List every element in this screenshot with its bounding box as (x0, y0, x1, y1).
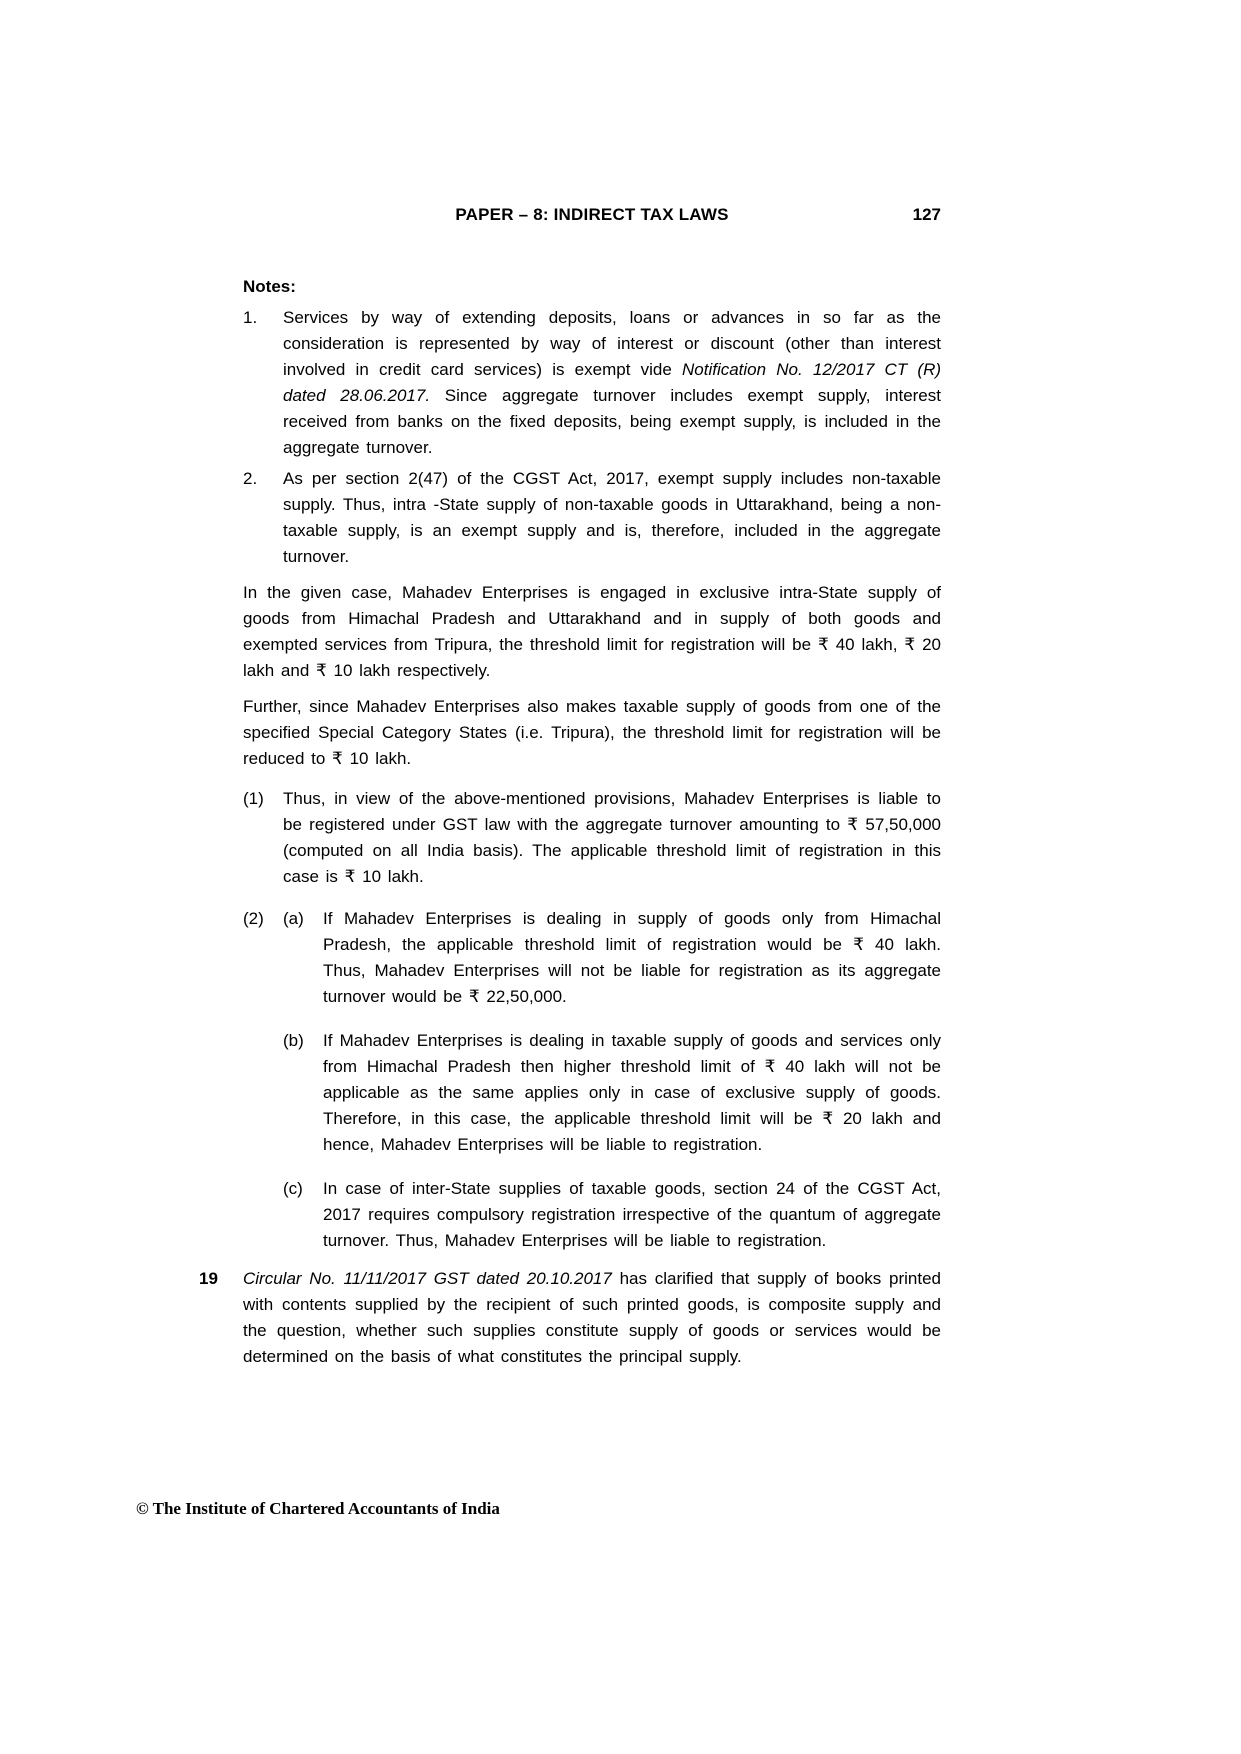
list-item-1-marker: (1) (243, 789, 264, 808)
list-item-2b-marker: (b) (283, 1031, 304, 1050)
list-item-1 (243, 786, 941, 890)
list-item-2a-text: If Mahadev Enterprises is dealing in supply of goods only from Himachal Pradesh, the applicable threshold limit of registration would be ₹ 40 lakh. Thus, Mahadev Enterprises will not be liable for registration as its aggregate turnover would be ₹ 22,50,000. (323, 909, 941, 1006)
answer-item-19 (199, 1266, 941, 1370)
note-item-2-text: As per section 2(47) of the CGST Act, 2017, exempt supply includes non-taxable supply. Thus, intra -State supply of non-taxable goods in Uttarakhand, being a non-taxable supply, is an exempt supply and is, therefore, included in the aggregate turnover. (283, 469, 941, 566)
list-item-2a-marker: (a) (283, 909, 304, 928)
list-item-2a (243, 906, 941, 1010)
page-content (199, 274, 942, 1370)
page-footer-copyright: © The Institute of Chartered Accountants of India (136, 1499, 500, 1518)
answer-item-19-text: Circular No. 11/11/2017 GST dated 20.10.2017 has clarified that supply of books printed with contents supplied by the recipient of such printed goods, is composite supply and the question, whether such supplies constitute supply of goods or services would be determined on the basis of what constitutes the principal supply. (243, 1269, 941, 1366)
page-number: 127 (912, 205, 941, 224)
page-header (243, 204, 941, 226)
list-item-2c-text: In case of inter-State supplies of taxable goods, section 24 of the CGST Act, 2017 requires compulsory registration irrespective of the quantum of aggregate turnover. Thus, Mahadev Enterprises will be liable to registration. (323, 1179, 941, 1250)
page-header-title: PAPER – 8: INDIRECT TAX LAWS (455, 205, 729, 224)
paragraph-given-case: In the given case, Mahadev Enterprises is engaged in exclusive intra-State supply of goods from Himachal Pradesh and Uttarakhand and in supply of both goods and exempted services from Tripura, the threshold limit for registration will be ₹ 40 lakh, ₹ 20 lakh and ₹ 10 lakh respectively. (243, 583, 941, 680)
note-item-1 (243, 305, 941, 461)
note-item-2 (243, 466, 941, 570)
list-item-2c (283, 1176, 941, 1254)
list-item-1-text: Thus, in view of the above-mentioned provisions, Mahadev Enterprises is liable to be registered under GST law with the aggregate turnover amounting to ₹ 57,50,000 (computed on all India basis). The applicable threshold limit of registration in this case is ₹ 10 lakh. (283, 789, 941, 886)
list-item-2-marker: (2) (243, 909, 264, 928)
list-item-2b-text: If Mahadev Enterprises is dealing in taxable supply of goods and services only from Himachal Pradesh then higher threshold limit of ₹ 40 lakh will not be applicable as the same applies only in case of exclusive supply of goods. Therefore, in this case, the applicable threshold limit will be ₹ 20 lakh and hence, Mahadev Enterprises will be liable to registration. (323, 1031, 941, 1154)
answer-item-19-marker: 19 (199, 1269, 218, 1288)
list-item-2b (283, 1028, 941, 1158)
list-item-2c-marker: (c) (283, 1179, 303, 1198)
paragraph-further: Further, since Mahadev Enterprises also makes taxable supply of goods from one of the specified Special Category States (i.e. Tripura), the threshold limit for registration will be reduced to ₹ 10 lakh. (243, 697, 941, 768)
note-item-1-text: Services by way of extending deposits, loans or advances in so far as the consideration is represented by way of interest or discount (other than interest involved in credit card services) is exempt vide Notification No. 12/2017 CT (R) dated 28.06.2017. Since aggregate turnover includes exempt supply, interest received from banks on the fixed deposits, being exempt supply, is included in the aggregate turnover. (283, 308, 942, 457)
note-item-1-marker: 1. (243, 308, 258, 327)
note-item-2-marker: 2. (243, 469, 258, 488)
notes-heading: Notes: (243, 277, 296, 296)
